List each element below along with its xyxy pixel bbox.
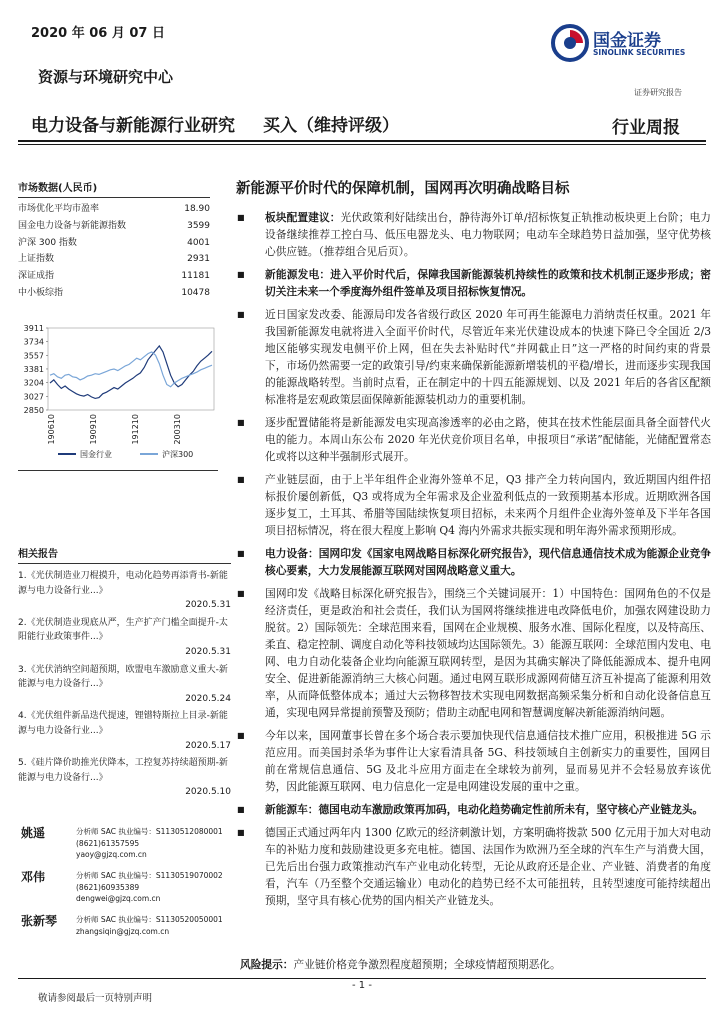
related-report-item[interactable] <box>18 663 231 707</box>
bullet-text <box>265 306 711 408</box>
market-value: 18.90 <box>184 204 210 214</box>
risk-note <box>240 957 561 972</box>
related-report-title: 1.《光伏制造业刀棍摸升，电动化趋势再添背书-新能源与电力设备行业...》 <box>18 571 228 596</box>
bullet-body: 新能源车：德国电动车激励政策再加码，电动化趋势确定性前所未有，坚守核心产业链龙头。 <box>265 803 704 816</box>
rating: 买入（维持评级） <box>263 116 399 136</box>
footer-disclaimer: 敬请参阅最后一页特别声明 <box>38 993 153 1004</box>
logo-english: SINOLINK SECURITIES <box>593 48 686 57</box>
analyst-info-line: (8621)60935389 <box>76 882 140 892</box>
bullet-square-icon: ■ <box>237 270 245 279</box>
bullet-body: 逐步配置储能将是新能源发电实现高渗透率的必由之路，使其在技术性能层面具备全面替代火电的能力。本周山东公布 2020 年光伏竞价项目名单，申报项目“承诺”配储能，光储配置常态化或将以这种半强制形式展开。 <box>265 416 711 463</box>
bullet-text <box>265 545 711 579</box>
bullet-lead: 板块配置建议： <box>265 211 341 224</box>
bullet-text <box>265 266 711 300</box>
related-title: 相关报告 <box>18 545 231 564</box>
body-bullet <box>233 801 711 818</box>
body-bullet <box>233 824 711 909</box>
bullet-square-icon: ■ <box>237 828 245 837</box>
bullet-square-icon: ■ <box>237 418 245 427</box>
index-chart <box>18 318 218 463</box>
header-rule-thin <box>18 144 706 145</box>
related-report-item[interactable] <box>18 616 231 660</box>
series-line <box>50 352 212 387</box>
bullet-body: 产业链层面，由于上半年组件企业海外签单不足，Q3 排产全力转向国内，致近期国内组件招标报价屡创新低，Q3 或将成为全年需求及企业盈利低点的一致预期基本形成。近期欧洲各国逐步复工，土耳其、希腊等国陆续恢复项目招标，未来两个月组件企业海外签单及下半年各国项目招标情况，将在很大程度上影响 Q4 海内外需求共振实现和明年海外需求预期形成。 <box>265 473 711 537</box>
body-bullet <box>233 209 711 260</box>
x-tick-label: 191210 <box>131 414 140 445</box>
bullet-text <box>265 801 711 818</box>
analyst-info <box>76 914 223 937</box>
market-label: 市场优化平均市盈率 <box>18 204 100 214</box>
research-center: 资源与环境研究中心 <box>38 68 174 86</box>
x-tick-label: 200310 <box>173 414 182 445</box>
bullet-body: 光伏政策利好陆续出台，静待海外订单/招标恢复正轨推动板块更上台阶；电力设备继续推荐工控白马、低压电器龙头、电力物联网；电动车全球趋势日益加强，坚守优势核心供应链。（推荐组合见后页）。 <box>265 211 711 258</box>
related-report-item[interactable] <box>18 756 231 800</box>
body-bullet <box>233 306 711 408</box>
risk-label: 风险提示： <box>240 958 294 971</box>
analyst-info-line[interactable]: dengwei@gjzq.com.cn <box>76 894 161 903</box>
analyst-info-line: 分析师 SAC 执业编号：S1130520050001 <box>76 915 223 924</box>
x-tick-label: 190610 <box>47 414 56 445</box>
market-value: 3599 <box>187 220 210 231</box>
analyst-info <box>76 870 223 905</box>
market-data <box>18 179 210 302</box>
market-label: 中小板综指 <box>18 287 64 298</box>
body-bullet <box>233 266 711 300</box>
y-tick-label: 3734 <box>23 337 44 347</box>
market-row <box>18 218 210 235</box>
market-label: 沪深 300 指数 <box>18 237 77 248</box>
analyst-info-line: 分析师 SAC 执业编号：S1130519070002 <box>76 871 223 880</box>
y-tick-label: 3911 <box>23 324 44 333</box>
chart-frame <box>48 328 214 410</box>
y-tick-label: 3557 <box>23 351 44 361</box>
market-row <box>18 268 210 285</box>
related-report-title: 4.《光伏组件新品迭代提速，锂镨特斯拉上目录-新能源与电力设备行业...》 <box>18 711 228 736</box>
market-label: 国金电力设备与新能源指数 <box>18 220 127 231</box>
related-report-item[interactable] <box>18 569 231 613</box>
y-tick-label: 3381 <box>23 364 44 374</box>
market-value: 11181 <box>181 271 210 282</box>
report-date: 2020 年 06 月 07 日 <box>31 26 165 41</box>
bullet-square-icon: ■ <box>237 805 245 814</box>
related-report-date: 2020.5.17 <box>185 740 231 751</box>
body-bullet <box>233 414 711 465</box>
legend-label: 沪深300 <box>162 450 194 459</box>
y-tick-label: 2850 <box>23 406 44 415</box>
related-report-title: 5.《硅片降价助推光伏降本，工控复苏持续超预期-新能源与电力设备行...》 <box>18 758 228 783</box>
related-report-date: 2020.5.31 <box>185 600 231 611</box>
bullet-body: 新能源发电：进入平价时代后，保障我国新能源装机持续性的政策和技术机制正逐步形成；密切关注未来一个季度海外组件签单及项目招标恢复情况。 <box>265 268 711 298</box>
y-tick-label: 3027 <box>23 392 44 402</box>
bullet-square-icon: ■ <box>237 310 245 319</box>
related-report-date: 2020.5.31 <box>185 646 231 657</box>
analyst-info-line: 分析师 SAC 执业编号：S1130512080001 <box>76 827 223 836</box>
bullet-text <box>265 585 711 721</box>
analyst-name: 姚遥 <box>21 826 46 840</box>
bullet-text <box>265 727 711 795</box>
logo-text: 国金证券 <box>593 31 661 51</box>
body-bullet <box>233 545 711 579</box>
bullet-square-icon: ■ <box>237 731 245 740</box>
legend-label: 国金行业 <box>80 450 112 459</box>
market-data-title: 市场数据(人民币) <box>18 179 210 198</box>
x-tick-label: 190910 <box>89 414 98 445</box>
analyst-info-line[interactable]: zhangsiqin@gjzq.com.cn <box>76 926 170 936</box>
header-rule <box>18 140 706 142</box>
industry-title: 电力设备与新能源行业研究 <box>31 116 235 136</box>
company-logo <box>551 24 701 70</box>
bullet-body: 今年以来，国网董事长曾在多个场合表示要加快现代信息通信技术推广应用，积极推进 5G 示范应用。而美国封杀华为事件让大家看清具备 5G、科技领域自主创新实力的重要性，国网目前在常规信息通信、5G 及北斗应用方面走在全球较为前列，显而易见并不会轻易放弃该优势，因此能源互联网、电力信息化一定是电网建设发展的重中之重。 <box>265 729 711 793</box>
logo-mark-icon <box>551 24 589 62</box>
market-value: 10478 <box>181 287 210 298</box>
chart-divider <box>18 470 218 471</box>
analyst-info-line[interactable]: yaoy@gjzq.com.cn <box>76 850 147 859</box>
bullet-square-icon: ■ <box>237 213 245 222</box>
bullet-square-icon: ■ <box>237 589 245 598</box>
related-report-title: 2.《光伏制造业现底从严，生产扩产门槛全面提升-太阳能行业政策事件...》 <box>18 617 228 643</box>
market-label: 深证成指 <box>18 271 55 282</box>
series-line <box>50 346 212 399</box>
page-number: - 1 - <box>352 980 372 991</box>
bullet-square-icon: ■ <box>237 549 245 558</box>
related-reports <box>18 545 231 803</box>
market-row <box>18 251 210 268</box>
bullet-text <box>265 824 711 909</box>
body-bullet <box>233 585 711 721</box>
market-row <box>18 235 210 252</box>
body-bullet <box>233 471 711 539</box>
bullet-body: 电力设备：国网印发《国家电网战略目标深化研究报告》，现代信息通信技术成为能源企业竞争核心要素，大力发展能源互联网对国网战略意义重大。 <box>265 547 711 577</box>
analyst <box>18 868 223 908</box>
analyst <box>18 824 223 864</box>
analyst-name: 邓伟 <box>21 870 46 884</box>
market-value: 4001 <box>187 237 210 248</box>
report-body <box>233 209 711 915</box>
logo-tagline: 证券研究报告 <box>634 88 682 97</box>
line-chart <box>18 318 218 463</box>
footer-rule <box>18 978 706 979</box>
bullet-body: 近日国家发改委、能源局印发各省级行政区 2020 年可再生能源电力消纳责任权重。2021 年我国新能源发电就将进入全面平价时代，尽管近年来光伏建设成本的快速下降已令全国近 2/3 地区能够实现发电侧平价上网，但在失去补贴时代“并网截止日”这一严格的时间约束的背景下，市场仍然需要一定的政策引导/约束来确保新能源新增装机的平稳/增长，进而逐步实现我国的能源战略转型。当前时点看，正在制定中的十四五能源规划、以及 2021 年后的各省区配额标准将是宏观政策层面保障新能源装机动力的重要机制。 <box>265 308 711 406</box>
related-report-title: 3.《光伏消纳空间超预期，欧盟电车激励意义重大-新能源与电力设备行...》 <box>18 664 228 690</box>
analyst-name: 张新琴 <box>21 914 58 928</box>
bullet-square-icon: ■ <box>237 475 245 484</box>
bullet-text <box>265 471 711 539</box>
market-row <box>18 201 210 218</box>
y-tick-label: 3204 <box>23 378 44 388</box>
analyst-info-line: (8621)61357595 <box>76 838 140 848</box>
analyst-info <box>76 826 223 861</box>
related-report-item[interactable] <box>18 709 231 753</box>
report-type: 行业周报 <box>612 118 680 138</box>
market-row <box>18 285 210 302</box>
related-report-date: 2020.5.10 <box>185 787 231 798</box>
bullet-text <box>265 209 711 260</box>
bullet-text <box>265 414 711 465</box>
bullet-body: 德国正式通过两年内 1300 亿欧元的经济刺激计划，方案明确将拨款 500 亿元用于加大对电动车的补贴力度和鼓励建设更多充电桩。德国、法国作为欧洲乃至全球的汽车生产与消费大国，已先后出台强力政策推动汽车产业电动化转型，无论从政府还是企业、产业链、消费者的角度看，汽车（乃至整个交通运输业）电动化的趋势已经不太可能扭转，且转型速度可能持续超出预期，坚守具有核心优势的国内相关产业链龙头。 <box>265 826 711 907</box>
body-bullet <box>233 727 711 795</box>
analyst <box>18 912 223 952</box>
related-report-date: 2020.5.24 <box>185 693 231 704</box>
main-title: 新能源平价时代的保障机制，国网再次明确战略目标 <box>236 180 570 197</box>
risk-text: 产业链价格竞争激烈程度超预期；全球疫情超预期恶化。 <box>293 958 561 971</box>
market-label: 上证指数 <box>18 254 55 265</box>
market-value: 2931 <box>187 254 210 265</box>
bullet-body: 国网印发《战略目标深化研究报告》，围绕三个关键词展开：1）中国特色：国网角色的不仅是经济责任，更是政治和社会责任，我们认为国网将继续推进电改降低电价，加强农网建设助力脱贫。2）国际领先：全球范围来看，国网在企业规模、服务水准、国际化程度，以及特高压、柔直、稳定控制、调度自动化等科技领域均达国际领先。3）能源互联网：全球范围内发电、电网、电力自动化装备企业均向能源互联网转型，是因为其确实解决了降低能源成本、提升电网安全、促进新能源消纳三大核心问题。通过电网互联形成源网荷储互济互补提高了能源利用效率，从而降低整体成本；通过大云物移智技术实现电网数据高频采集分析和自动化设备信息互通，实现电网异常提前预警及预防；借助主动配电网和智慧调度解决新能源消纳问题。 <box>265 587 711 719</box>
